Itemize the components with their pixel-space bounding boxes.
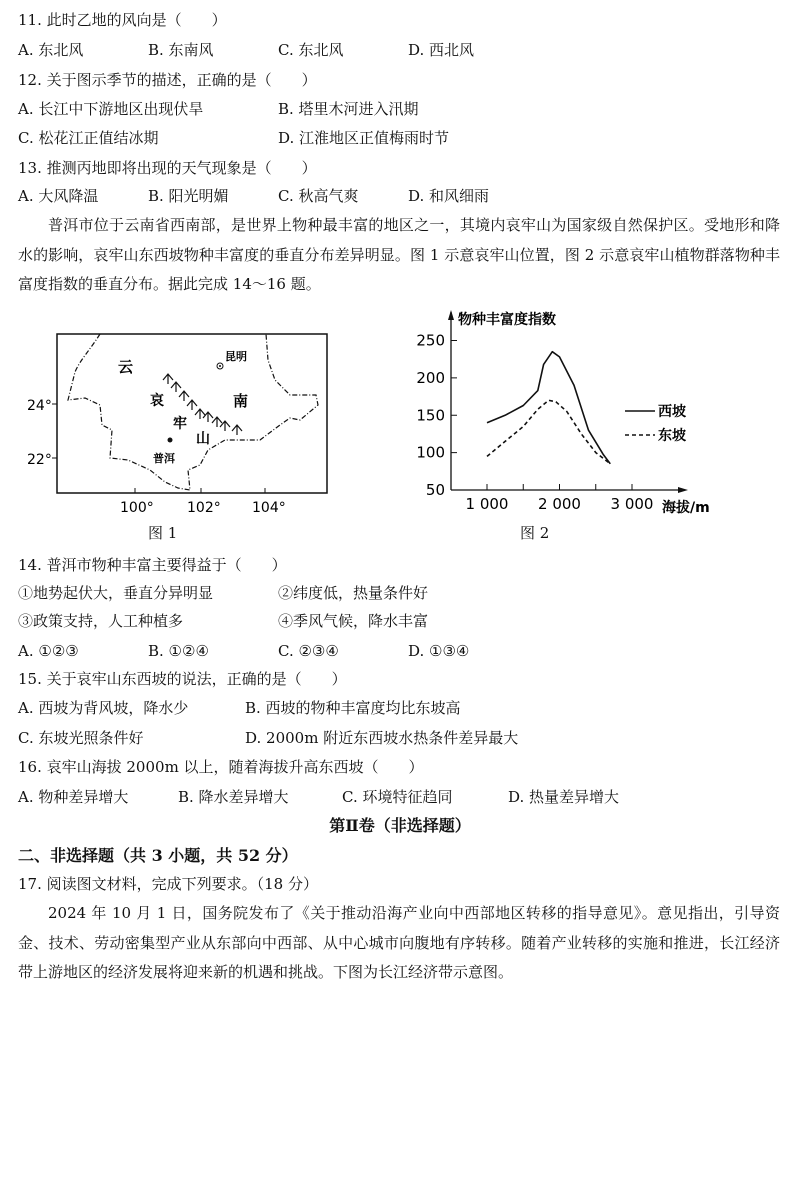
q16-option-c: C. 环境特征趋同 (342, 788, 453, 806)
q12-option-b: B. 塔里木河进入汛期 (278, 100, 419, 118)
q14-stem: 14. 普洱市物种丰富主要得益于（ ） (18, 556, 287, 574)
q17-material: 2024 年 10 月 1 日，国务院发布了《关于推动沿海产业向中西部地区转移的指导意见》。意见指出，引导资金、技术、劳动密集型产业从东部向中西部、从中心城市向腹地有序转移。随着产业转移的实施和推进，长江经济带上游地区的经济发展将迎来新的机遇和挑战。下图为长江经济带示意图。 (18, 904, 780, 981)
q11-option-a: A. 东北风 (18, 41, 84, 59)
q12-option-a: A. 长江中下游地区出现伏旱 (18, 100, 204, 118)
lon-label-100: 100° (120, 500, 154, 516)
x-tick-label: 1 000 (465, 495, 509, 513)
q11-option-c: C. 东北风 (278, 41, 344, 59)
figure-1-map (0, 300, 400, 520)
q13-option-b: B. 阳光明媚 (148, 187, 229, 205)
q11-option-d: D. 西北风 (408, 41, 475, 59)
q13-option-c: C. 秋高气爽 (278, 187, 359, 205)
q14-option-d: D. ①③④ (408, 642, 470, 660)
y-tick-label: 250 (416, 331, 445, 350)
figure-2-caption: 图 2 (520, 524, 550, 542)
map-label-puer: 普洱 (153, 452, 175, 465)
puer-marker (168, 438, 173, 443)
q14-item-4: ④季风气候，降水丰富 (278, 612, 429, 630)
q14-option-a: A. ①②③ (18, 642, 79, 660)
map-label-shan: 山 (196, 431, 210, 447)
x-tick-label: 3 000 (610, 495, 654, 513)
q12-option-c: C. 松花江正值结冰期 (18, 129, 159, 147)
y-tick-label: 200 (416, 368, 445, 387)
legend-west-label: 西坡 (658, 404, 686, 420)
material-paragraph-1: 普洱市位于云南省西南部，是世界上物种最丰富的地区之一，其境内哀牢山为国家级自然保护区。受地形和降水的影响，哀牢山东西坡物种丰富度的垂直分布差异明显。图 1 示意哀牢山位置，图 2 示意哀牢山植物群落物种丰富度指数的垂直分布。据此完成 14～16 题。 (18, 216, 780, 293)
lon-label-102: 102° (187, 500, 221, 516)
series-line-east (487, 400, 610, 464)
q16-option-b: B. 降水差异增大 (178, 788, 289, 806)
q13-stem: 13. 推测丙地即将出现的天气现象是（ ） (18, 159, 317, 177)
yunnan-border (68, 334, 318, 490)
map-label-yun: 云 (118, 358, 134, 376)
x-axis-arrow (678, 487, 688, 493)
q14-item-3: ③政策支持，人工种植多 (18, 612, 184, 630)
lat-label-22: 22° (27, 452, 52, 468)
x-tick-label: 2 000 (538, 495, 581, 513)
q11-stem: 11. 此时乙地的风向是（ ） (18, 11, 227, 29)
map-label-ai: 哀 (150, 393, 164, 409)
q13-option-d: D. 和风细雨 (408, 187, 490, 205)
figure-1-caption: 图 1 (148, 524, 178, 542)
map-label-lao: 牢 (173, 416, 187, 432)
q15-option-c: C. 东坡光照条件好 (18, 729, 144, 747)
q16-stem: 16. 哀牢山海拔 2000m 以上，随着海拔升高东西坡（ ） (18, 758, 424, 776)
q14-option-c: C. ②③④ (278, 642, 339, 660)
q13-option-a: A. 大风降温 (18, 187, 99, 205)
y-tick-label: 100 (416, 443, 445, 462)
q17-stem: 17. 阅读图文材料，完成下列要求。（18 分） (18, 875, 318, 893)
q12-option-d: D. 江淮地区正值梅雨时节 (278, 129, 450, 147)
q14-option-b: B. ①②④ (148, 642, 209, 660)
lon-label-104: 104° (252, 500, 286, 516)
section-2-heading: 二、非选择题（共 3 小题，共 52 分） (18, 846, 298, 865)
q15-option-a: A. 西坡为背风坡，降水少 (18, 699, 189, 717)
q14-item-1: ①地势起伏大，垂直分异明显 (18, 584, 214, 602)
x-axis-title: 海拔/m (662, 500, 710, 516)
y-axis-arrow (448, 310, 454, 320)
q15-option-d: D. 2000m 附近东西坡水热条件差异最大 (245, 729, 519, 747)
map-label-nan: 南 (233, 392, 249, 410)
q12-stem: 12. 关于图示季节的描述，正确的是（ ） (18, 71, 317, 89)
lat-label-24: 24° (27, 398, 52, 414)
q15-stem: 15. 关于哀牢山东西坡的说法，正确的是（ ） (18, 670, 347, 688)
y-tick-label: 150 (416, 406, 445, 425)
q14-item-2: ②纬度低，热量条件好 (278, 584, 429, 602)
part-2-title: 第Ⅱ卷（非选择题） (329, 816, 471, 835)
q15-option-b: B. 西坡的物种丰富度均比东坡高 (245, 699, 461, 717)
y-tick-label: 50 (425, 481, 445, 499)
legend-east-label: 东坡 (658, 428, 686, 444)
q16-option-a: A. 物种差异增大 (18, 788, 129, 806)
figure-2-chart (400, 300, 800, 520)
q11-option-b: B. 东南风 (148, 41, 214, 59)
map-label-kunming: 昆明 (225, 350, 247, 363)
y-axis-title: 物种丰富度指数 (458, 312, 556, 328)
q16-option-d: D. 热量差异增大 (508, 788, 620, 806)
